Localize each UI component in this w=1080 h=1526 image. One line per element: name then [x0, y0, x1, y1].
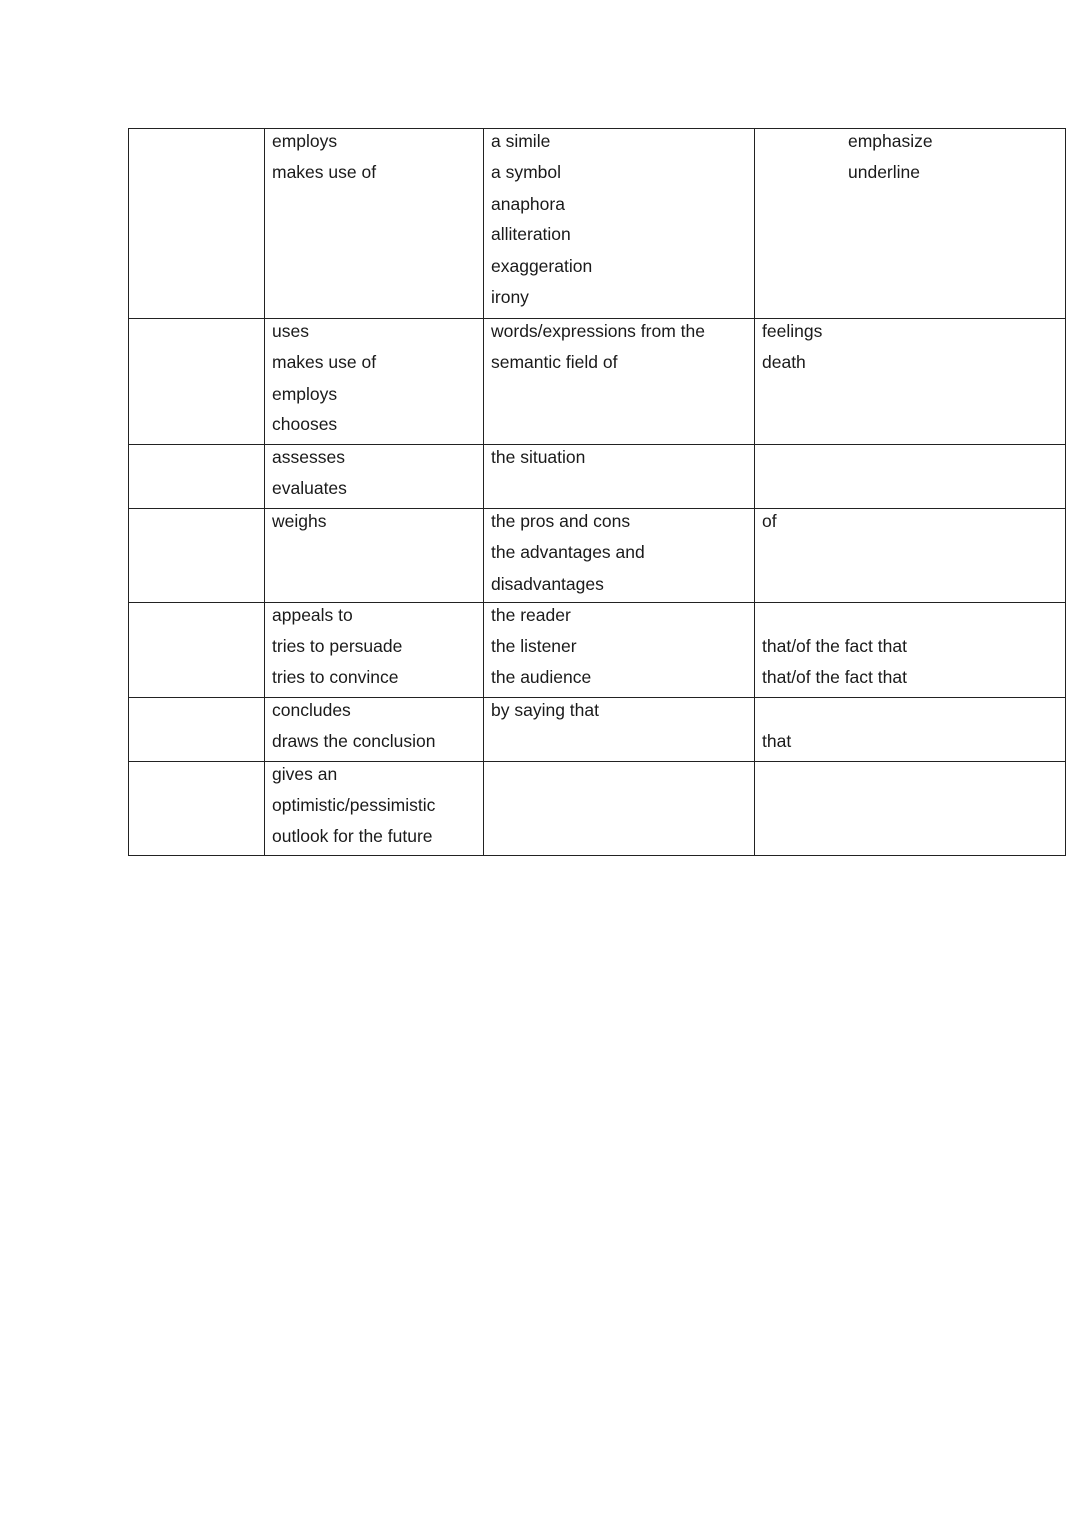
phrase-text: disadvantages: [491, 574, 604, 594]
phrase-table: [128, 128, 1066, 856]
phrase-text: alliteration: [491, 224, 571, 244]
phrase-text: the pros and cons: [491, 511, 631, 531]
phrase-text: the advantages and: [491, 542, 645, 562]
extra-cell: [755, 762, 1066, 856]
phrase-text: semantic field of: [491, 352, 618, 372]
object-cell: [484, 129, 755, 319]
phrase-text: tries to persuade: [272, 636, 403, 656]
label-cell: [129, 509, 265, 603]
verb-cell: [265, 762, 484, 856]
phrase-text: makes use of: [272, 352, 377, 372]
table-row: [129, 509, 1066, 603]
phrase-text: death: [762, 352, 806, 372]
phrase-text: evaluates: [272, 478, 347, 498]
verb-cell: [265, 445, 484, 509]
phrase-text: that: [762, 731, 792, 751]
phrase-text: the reader: [491, 605, 571, 625]
label-cell: [129, 445, 265, 509]
phrase-text: anaphora: [491, 194, 565, 214]
label-cell: [129, 603, 265, 698]
phrase-text: the listener: [491, 636, 577, 656]
table-row: [129, 762, 1066, 856]
phrase-text: chooses: [272, 414, 338, 434]
phrase-text: exaggeration: [491, 256, 593, 276]
table-row: [129, 603, 1066, 698]
object-cell: [484, 319, 755, 445]
phrase-text: tries to convince: [272, 667, 399, 687]
extra-cell: [755, 603, 1066, 698]
label-cell: [129, 319, 265, 445]
table-row: [129, 698, 1066, 762]
phrase-text: employs: [272, 131, 338, 151]
phrase-text: draws the conclusion: [272, 731, 436, 751]
phrase-text: appeals to: [272, 605, 353, 625]
label-cell: [129, 762, 265, 856]
phrase-text: employs: [272, 384, 338, 404]
object-cell: [484, 762, 755, 856]
table-row: [129, 319, 1066, 445]
verb-cell: [265, 698, 484, 762]
label-cell: [129, 129, 265, 319]
object-cell: [484, 698, 755, 762]
phrase-text: assesses: [272, 447, 345, 467]
extra-cell: [755, 129, 1066, 319]
phrase-text: weighs: [272, 511, 327, 531]
object-cell: [484, 603, 755, 698]
verb-cell: [265, 129, 484, 319]
verb-cell: [265, 603, 484, 698]
phrase-text: irony: [491, 287, 529, 307]
phrase-text: the audience: [491, 667, 592, 687]
object-cell: [484, 509, 755, 603]
phrase-text: underline: [848, 162, 920, 182]
phrase-text: gives an: [272, 764, 338, 784]
verb-cell: [265, 509, 484, 603]
phrase-text: makes use of: [272, 162, 377, 182]
phrase-text: optimistic/pessimistic: [272, 795, 436, 815]
phrase-text: a simile: [491, 131, 551, 151]
phrase-text: that/of the fact that: [762, 636, 907, 656]
phrase-text: of: [762, 511, 777, 531]
table-row: [129, 129, 1066, 319]
table-row: [129, 445, 1066, 509]
extra-cell: [755, 698, 1066, 762]
phrase-text: the situation: [491, 447, 586, 467]
phrase-text: feelings: [762, 321, 823, 341]
phrase-text: a symbol: [491, 162, 562, 182]
label-cell: [129, 698, 265, 762]
phrase-text: uses: [272, 321, 309, 341]
phrase-text: outlook for the future: [272, 826, 433, 846]
phrase-text: emphasize: [848, 131, 933, 151]
verb-cell: [265, 319, 484, 445]
extra-cell: [755, 445, 1066, 509]
phrase-text: concludes: [272, 700, 351, 720]
phrase-text: words/expressions from the: [491, 321, 705, 341]
object-cell: [484, 445, 755, 509]
extra-cell: [755, 319, 1066, 445]
phrase-text: by saying that: [491, 700, 599, 720]
extra-cell: [755, 509, 1066, 603]
phrase-text: that/of the fact that: [762, 667, 907, 687]
